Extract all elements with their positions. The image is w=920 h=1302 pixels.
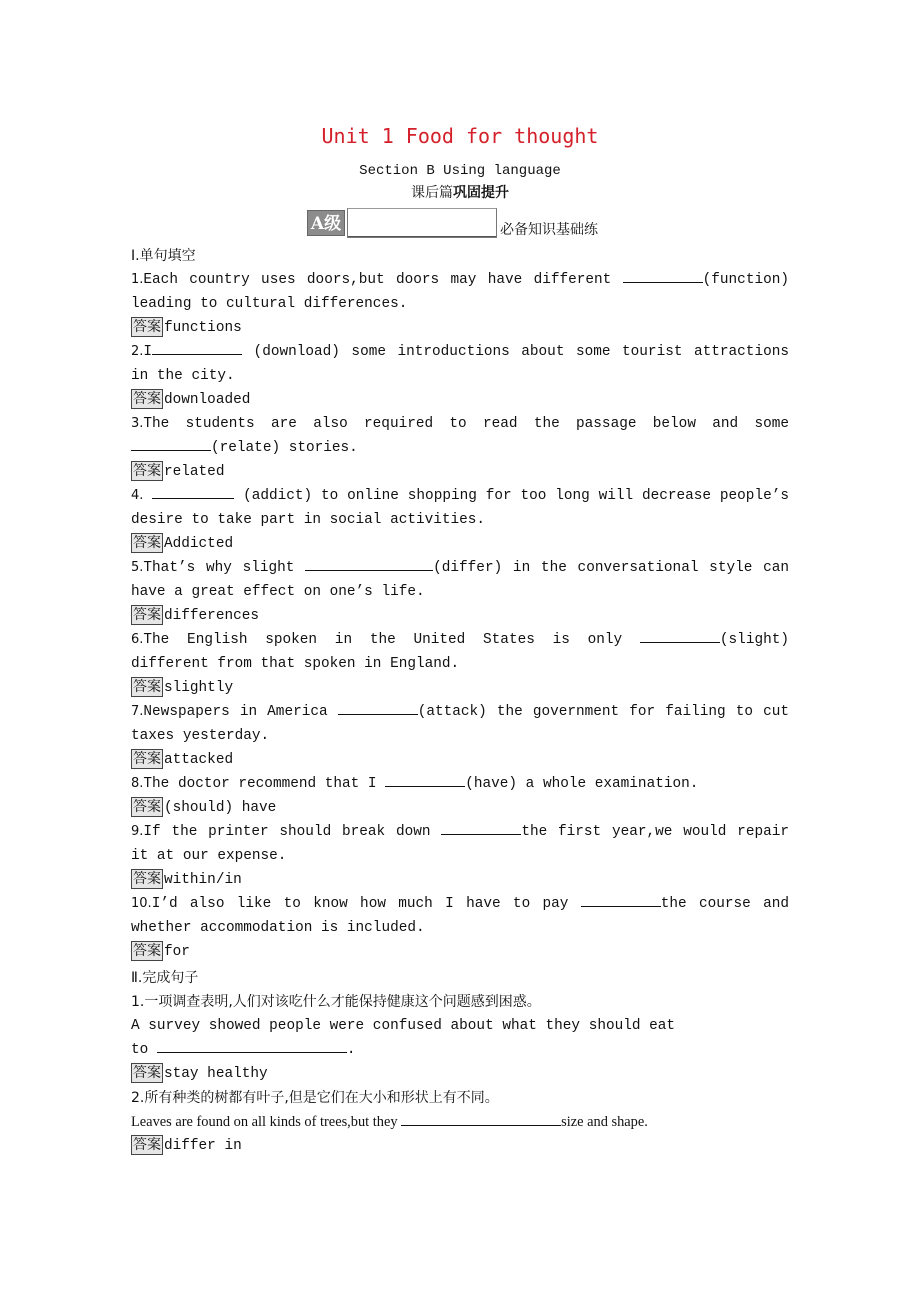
section-title: Section B Using language [359, 163, 561, 179]
answer-tag: 答案 [133, 463, 161, 479]
answer-tag: 答案 [133, 943, 161, 959]
question-number: 2. [131, 344, 144, 359]
answer-blank [623, 268, 703, 283]
answer-text: attacked [164, 752, 234, 768]
question-text-before: I [143, 344, 153, 360]
answer-blank [131, 436, 211, 451]
answer-blank [640, 628, 720, 643]
answer-row [131, 532, 789, 556]
level-box [347, 208, 497, 238]
question-item [131, 484, 789, 532]
answer-tag: 答案 [133, 607, 161, 623]
answer-tag: 答案 [133, 1065, 161, 1081]
question-item [131, 700, 789, 748]
subtitle [131, 182, 789, 204]
answer-tag: 答案 [133, 319, 161, 335]
question-number: 3. [131, 416, 144, 431]
subtitle-bold: 巩固提升 [453, 185, 509, 201]
answer-row [131, 316, 789, 340]
question-text-after: the course and whether accommodation is included. [131, 896, 789, 936]
answer-row [131, 796, 789, 820]
question-text-after: (relate) stories. [211, 440, 358, 456]
question-text-after: (function) leading to cultural differences. [131, 272, 789, 312]
answer-tag: 答案 [133, 1137, 161, 1153]
question-text-before: That’s why slight [143, 560, 306, 576]
question-item [131, 340, 789, 388]
question-number: 7. [131, 704, 144, 719]
answer-text: functions [164, 320, 242, 336]
answer-row [131, 604, 789, 628]
english-line [131, 1110, 789, 1134]
answer-text: Addicted [164, 536, 234, 552]
question-text-before: I’d also like to know how much I have to pay [151, 896, 581, 912]
answer-tag: 答案 [133, 751, 161, 767]
answer-tag: 答案 [133, 799, 161, 815]
question-text-after: (differ) in the conversational style can have a great effect on one’s life. [131, 560, 789, 600]
part1-questions [131, 268, 789, 964]
part1-heading: Ⅰ.单句填空 [131, 248, 196, 264]
answer-text: downloaded [164, 392, 251, 408]
answer-row [131, 460, 789, 484]
answer-text: related [164, 464, 225, 480]
question-text-after: (addict) to online shopping for too long will decrease people’s desire to take part in social activities. [131, 488, 789, 528]
level-text: 必备知识基础练 [500, 222, 598, 238]
answer-tag: 答案 [133, 679, 161, 695]
question-item [131, 892, 789, 940]
chinese-sentence: 所有种类的树都有叶子,但是它们在大小和形状上有不同。 [144, 1090, 499, 1106]
answer-blank [338, 700, 418, 715]
answer-row [131, 388, 789, 412]
question-number: 8. [131, 776, 144, 791]
english-line [131, 1038, 789, 1062]
question-text-before: The English spoken in the United States is only [143, 632, 640, 648]
answer-text: within/in [164, 872, 242, 888]
part2-questions [131, 990, 789, 1158]
page-title: Unit 1 Food for thought [321, 124, 599, 148]
question-number: 1. [131, 994, 145, 1010]
question-text-before: Newspapers in America [143, 704, 338, 720]
question-item [131, 628, 789, 676]
english-before: to [131, 1042, 157, 1058]
question-text-after: (slight) different from that spoken in England. [131, 632, 789, 672]
english-line: A survey showed people were confused about what they should eat [131, 1018, 676, 1034]
level-row [131, 208, 789, 242]
question-item [131, 268, 789, 316]
question-text-after: (attack) the government for failing to cut taxes yesterday. [131, 704, 789, 744]
subtitle-prefix: 课后篇 [411, 185, 453, 201]
answer-row [131, 868, 789, 892]
chinese-prompt [131, 1086, 789, 1110]
question-text-after: (download) some introductions about some tourist attractions in the city. [131, 344, 789, 384]
question-number: 5. [131, 560, 144, 575]
answer-tag: 答案 [133, 871, 161, 887]
answer-tag: 答案 [133, 535, 161, 551]
answer-blank [581, 892, 661, 907]
answer-blank [305, 556, 433, 571]
part2-heading: Ⅱ.完成句子 [131, 970, 199, 986]
question-text-before: The doctor recommend that I [143, 776, 386, 792]
question-number: 9. [131, 824, 144, 839]
answer-row [131, 676, 789, 700]
answer-text: slightly [164, 680, 234, 696]
question-number: 4. [131, 488, 144, 503]
answer-blank [157, 1038, 347, 1053]
question-number: 1. [131, 272, 144, 287]
answer-blank [152, 484, 234, 499]
chinese-sentence: 一项调查表明,人们对该吃什么才能保持健康这个问题感到困惑。 [144, 994, 541, 1010]
question-number: 6. [131, 632, 144, 647]
chinese-prompt [131, 990, 789, 1014]
question-item [131, 556, 789, 604]
answer-blank [152, 340, 242, 355]
question-text-after: (have) a whole examination. [465, 776, 699, 792]
answer-blank [401, 1111, 561, 1126]
question-text-after: the first year,we would repair it at our expense. [131, 824, 789, 864]
answer-blank [385, 772, 465, 787]
answer-text: differ in [164, 1138, 242, 1154]
question-item [131, 820, 789, 868]
question-number: 2. [131, 1090, 145, 1106]
answer-row [131, 1062, 789, 1086]
answer-text: for [164, 944, 190, 960]
answer-row [131, 748, 789, 772]
english-after: . [346, 1042, 356, 1058]
english-after: size and shape. [561, 1114, 648, 1130]
answer-row [131, 1134, 789, 1158]
question-number: 10. [131, 896, 152, 911]
question-item [131, 772, 789, 796]
question-text-before: Each country uses doors,but doors may have different [143, 272, 623, 288]
answer-text: differences [164, 608, 259, 624]
level-badge: A级 [307, 210, 345, 236]
answer-text: (should) have [164, 800, 277, 816]
answer-tag: 答案 [133, 391, 161, 407]
document [131, 118, 789, 1158]
english-before: Leaves are found on all kinds of trees,but they [131, 1114, 402, 1130]
question-text-before [143, 488, 152, 504]
question-item [131, 412, 789, 460]
question-text-before: The students are also required to read the passage below and some [143, 416, 789, 432]
answer-row [131, 940, 789, 964]
question-text-before: If the printer should break down [143, 824, 442, 840]
answer-blank [441, 820, 521, 835]
answer-text: stay healthy [164, 1066, 268, 1082]
